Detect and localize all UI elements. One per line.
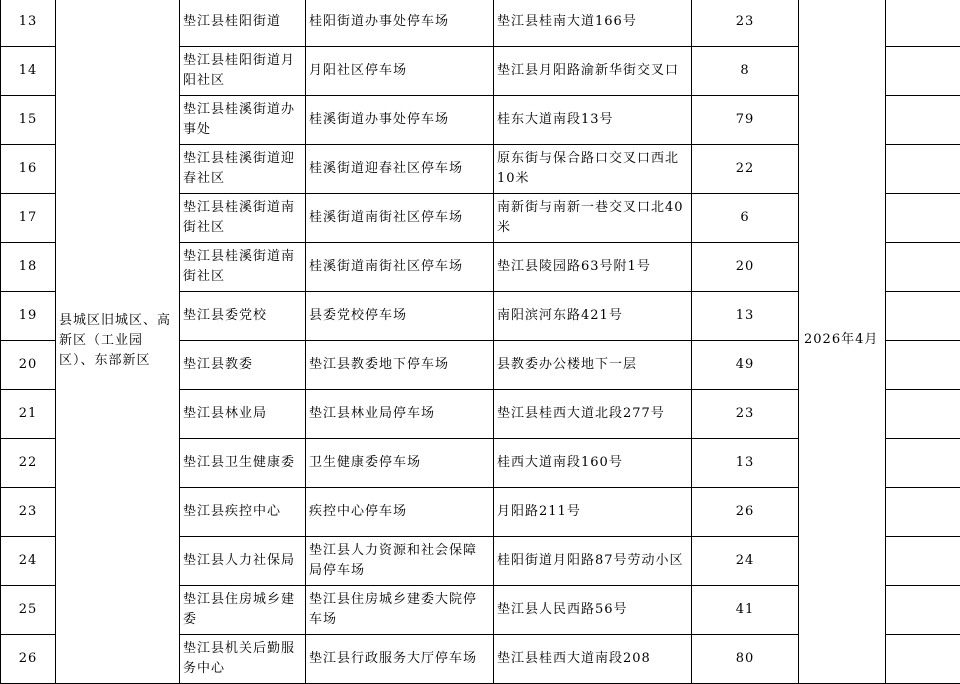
address-cell: 月阳路211号	[494, 488, 692, 537]
row-number-cell: 25	[1, 586, 56, 635]
unit-cell: 垫江县桂溪街道南街社区	[180, 194, 306, 243]
row-number-cell: 17	[1, 194, 56, 243]
unit-cell: 垫江县桂溪街道南街社区	[180, 243, 306, 292]
address-cell: 垫江县人民西路56号	[494, 586, 692, 635]
address-cell: 桂西大道南段160号	[494, 439, 692, 488]
row-number-cell: 16	[1, 145, 56, 194]
parking-lot-cell: 垫江县行政服务大厅停车场	[306, 635, 494, 684]
row-number-cell: 23	[1, 488, 56, 537]
blank-cell	[886, 341, 960, 390]
area-text: 县城区旧城区、高新区（工业园区）、东部新区	[59, 311, 176, 371]
blank-cell	[886, 439, 960, 488]
row-number-cell: 24	[1, 537, 56, 586]
unit-cell: 垫江县卫生健康委	[180, 439, 306, 488]
parking-lot-cell: 垫江县住房城乡建委大院停车场	[306, 586, 494, 635]
blank-cell	[886, 96, 960, 145]
blank-cell	[886, 586, 960, 635]
space-count-cell: 80	[692, 635, 799, 684]
unit-cell: 垫江县人力社保局	[180, 537, 306, 586]
row-number-cell: 26	[1, 635, 56, 684]
space-count-cell: 20	[692, 243, 799, 292]
address-cell: 县教委办公楼地下一层	[494, 341, 692, 390]
address-cell: 桂阳街道月阳路87号劳动小区	[494, 537, 692, 586]
parking-lot-cell: 桂溪街道南街社区停车场	[306, 194, 494, 243]
blank-cell	[886, 0, 960, 47]
blank-cell	[886, 145, 960, 194]
blank-cell	[886, 390, 960, 439]
address-cell: 垫江县桂南大道166号	[494, 0, 692, 47]
unit-cell: 垫江县桂阳街道月阳社区	[180, 47, 306, 96]
parking-lot-cell: 桂溪街道迎春社区停车场	[306, 145, 494, 194]
address-cell: 垫江县桂西大道北段277号	[494, 390, 692, 439]
parking-lot-cell: 桂阳街道办事处停车场	[306, 0, 494, 47]
parking-lot-cell: 垫江县教委地下停车场	[306, 341, 494, 390]
parking-lot-cell: 桂溪街道南街社区停车场	[306, 243, 494, 292]
parking-lot-cell: 疾控中心停车场	[306, 488, 494, 537]
address-cell: 垫江县月阳路渝新华街交叉口	[494, 47, 692, 96]
row-number-cell: 15	[1, 96, 56, 145]
table-body	[1, 0, 960, 684]
unit-cell: 垫江县疾控中心	[180, 488, 306, 537]
address-cell: 原东街与保合路口交叉口西北10米	[494, 145, 692, 194]
row-number-cell: 20	[1, 341, 56, 390]
unit-cell: 垫江县委党校	[180, 292, 306, 341]
parking-lot-cell: 月阳社区停车场	[306, 47, 494, 96]
row-number-cell: 14	[1, 47, 56, 96]
space-count-cell: 49	[692, 341, 799, 390]
unit-cell: 垫江县林业局	[180, 390, 306, 439]
address-cell: 桂东大道南段13号	[494, 96, 692, 145]
parking-lot-cell: 卫生健康委停车场	[306, 439, 494, 488]
unit-cell: 垫江县机关后勤服务中心	[180, 635, 306, 684]
space-count-cell: 8	[692, 47, 799, 96]
blank-cell	[886, 488, 960, 537]
unit-cell: 垫江县桂溪街道办事处	[180, 96, 306, 145]
space-count-cell: 41	[692, 586, 799, 635]
row-number-cell: 13	[1, 0, 56, 47]
space-count-cell: 22	[692, 145, 799, 194]
blank-cell	[886, 243, 960, 292]
space-count-cell: 23	[692, 390, 799, 439]
unit-cell: 垫江县桂阳街道	[180, 0, 306, 47]
area-cell	[56, 0, 180, 684]
blank-cell	[886, 537, 960, 586]
space-count-cell: 13	[692, 439, 799, 488]
date-text: 2026年4月	[802, 330, 882, 350]
space-count-cell: 23	[692, 0, 799, 47]
address-cell: 南阳滨河东路421号	[494, 292, 692, 341]
row-number-cell: 18	[1, 243, 56, 292]
row-number-cell: 19	[1, 292, 56, 341]
unit-cell: 垫江县桂溪街道迎春社区	[180, 145, 306, 194]
blank-cell	[886, 635, 960, 684]
parking-lot-cell: 垫江县人力资源和社会保障局停车场	[306, 537, 494, 586]
space-count-cell: 26	[692, 488, 799, 537]
space-count-cell: 6	[692, 194, 799, 243]
space-count-cell: 24	[692, 537, 799, 586]
unit-cell: 垫江县住房城乡建委	[180, 586, 306, 635]
blank-cell	[886, 194, 960, 243]
space-count-cell: 13	[692, 292, 799, 341]
parking-lot-cell: 垫江县林业局停车场	[306, 390, 494, 439]
blank-cell	[886, 47, 960, 96]
address-cell: 垫江县陵园路63号附1号	[494, 243, 692, 292]
row-number-cell: 21	[1, 390, 56, 439]
parking-lot-cell: 县委党校停车场	[306, 292, 494, 341]
parking-lot-cell: 桂溪街道办事处停车场	[306, 96, 494, 145]
unit-cell: 垫江县教委	[180, 341, 306, 390]
table-row	[1, 0, 960, 47]
row-number-cell: 22	[1, 439, 56, 488]
address-cell: 垫江县桂西大道南段208	[494, 635, 692, 684]
space-count-cell: 79	[692, 96, 799, 145]
blank-cell	[886, 292, 960, 341]
date-cell	[799, 0, 886, 684]
address-cell: 南新街与南新一巷交叉口北40米	[494, 194, 692, 243]
